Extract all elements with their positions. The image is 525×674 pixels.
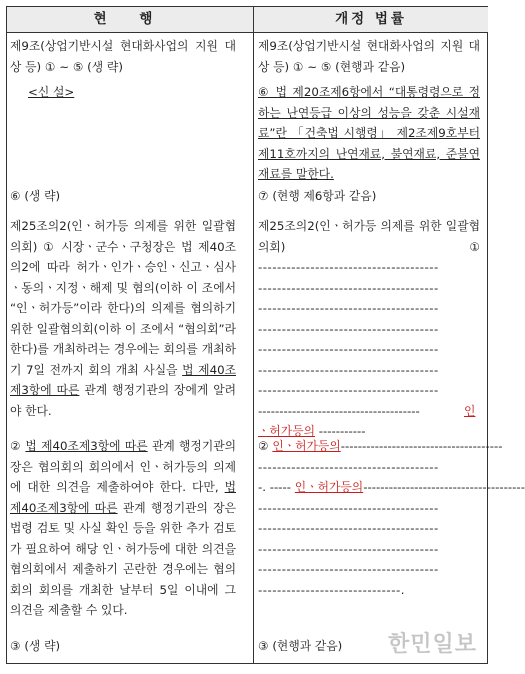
left-p3: ③ (생 략) — [10, 639, 61, 653]
header-amendment: 개정 법률 — [254, 7, 488, 32]
left-art25-p2: ② 법 제40조제3항에 따른 관계 행정기관의 장은 협의회의 회의에서 인ㆍ허가등의 의제에 대한 의견을 제출하여야 한다. 다만, 법 제40조제3항에 따른 관계 행정기관의 장은 법령 검토 및 사실 확인 등을 위한 추가 검토가 필요하여 해당 인ㆍ허가등에 대한 의견을 협의회에서 제출하기 곤란한 경우에는 협의회의 회의를 개최한 날부터 5일 이내에 그 의견을 제출할 수 있다. — [10, 439, 237, 617]
right-p7: ⑦ (현행 제6항과 같음) — [258, 189, 377, 203]
right-art25-p2: ② 인ㆍ허가등의-------------------------------------- -------------------------------------- -. ----- 인ㆍ허가등의-------------------------------------- -------------------------------------- -------------------------------------- -------------------------------------- -------------------------------------- ------------------------------. — [258, 436, 480, 600]
header-divider — [7, 32, 487, 33]
red-term-1: ㆍ허가등의 — [258, 424, 315, 438]
dash-tail: ----------- — [314, 424, 366, 438]
dash-line: -------------------------------------- — [258, 521, 439, 535]
column-divider — [253, 7, 254, 663]
right-p6-new: ⑥ 법 제20조제6항에서 “대통령령으로 정하는 난연등급 이상의 성능을 갖춘 시설재료”란 「건축법 시행령」 제2조제9호부터 제11호까지의 난연재료, 불연재료, 준불연재료를 말한다. — [258, 85, 480, 181]
left-new-placeholder: <신 설> — [28, 85, 75, 99]
dash-line: -------------------------------------- — [258, 321, 439, 336]
left-art9: 제9조(상업기반시설 현대화사업의 지원 대상 등) ① ~ ⑤ (생 략) — [10, 39, 236, 74]
left-p6: ⑥ (생 략) — [10, 189, 61, 203]
dash-line: -------------------------------------- — [258, 459, 439, 474]
dash-line: -------------------------------------- — [258, 280, 439, 295]
dash-line: -------------------------------------- — [258, 541, 439, 556]
dash-line: -------------------------------------- — [258, 301, 439, 315]
dash-line: -------------------------------------- — [258, 500, 439, 515]
dash-line: -------------------------------------- — [258, 562, 439, 576]
dash-line: -------------------------------------- — [258, 362, 439, 377]
dash-line: -------------------------------------- — [258, 383, 439, 397]
red-term-1a: 인 — [464, 403, 476, 418]
left-art25-p1: 제25조의2(인ㆍ허가등 의제를 위한 일괄협의회) ① 시장ㆍ군수ㆍ구청장은 법 제40조의2에 따라 허가ㆍ인가ㆍ승인ㆍ신고ㆍ심사ㆍ동의ㆍ지정ㆍ해제 및 협의(이하 이 조에서 “인ㆍ허가등”이라 한다)의 의제를 협의하기 위한 일괄협의회(이하 이 조에서 “협의회”라 한다)를 개최하려는 경우에는 회의를 개최하기 7일 전까지 회의 개최 사실을 법 제40조제3항에 따른 관계 행정기관의 장에게 알려야 한다. — [10, 219, 236, 418]
red-term-2: 인ㆍ허가등의 — [272, 439, 341, 453]
dash-line: -------------------------------------- — [258, 342, 439, 356]
watermark-logo: 한민일보 — [387, 632, 477, 657]
dash-line: ------------------------------. — [258, 582, 405, 597]
right-art25-p1: 제25조의2(인ㆍ허가등 의제를 위한 일괄협의회) ① -------------------------------------- -------------------------------------- -------------------------------------- -------------------------------------- -------------------------------------- -------------------------------------- -------------------------------------- -------------------------------------- 인 ㆍ허가등의 ----------- — [258, 219, 480, 438]
header-current: 현 행 — [7, 7, 253, 32]
red-term-3: 인ㆍ허가등의 — [294, 480, 364, 494]
right-p3: ③ (현행과 같음) — [258, 639, 343, 653]
right-art9: 제9조(상업기반시설 현대화사업의 지원 대상 등) ① ~ ⑤ (현행과 같음) — [258, 39, 480, 74]
